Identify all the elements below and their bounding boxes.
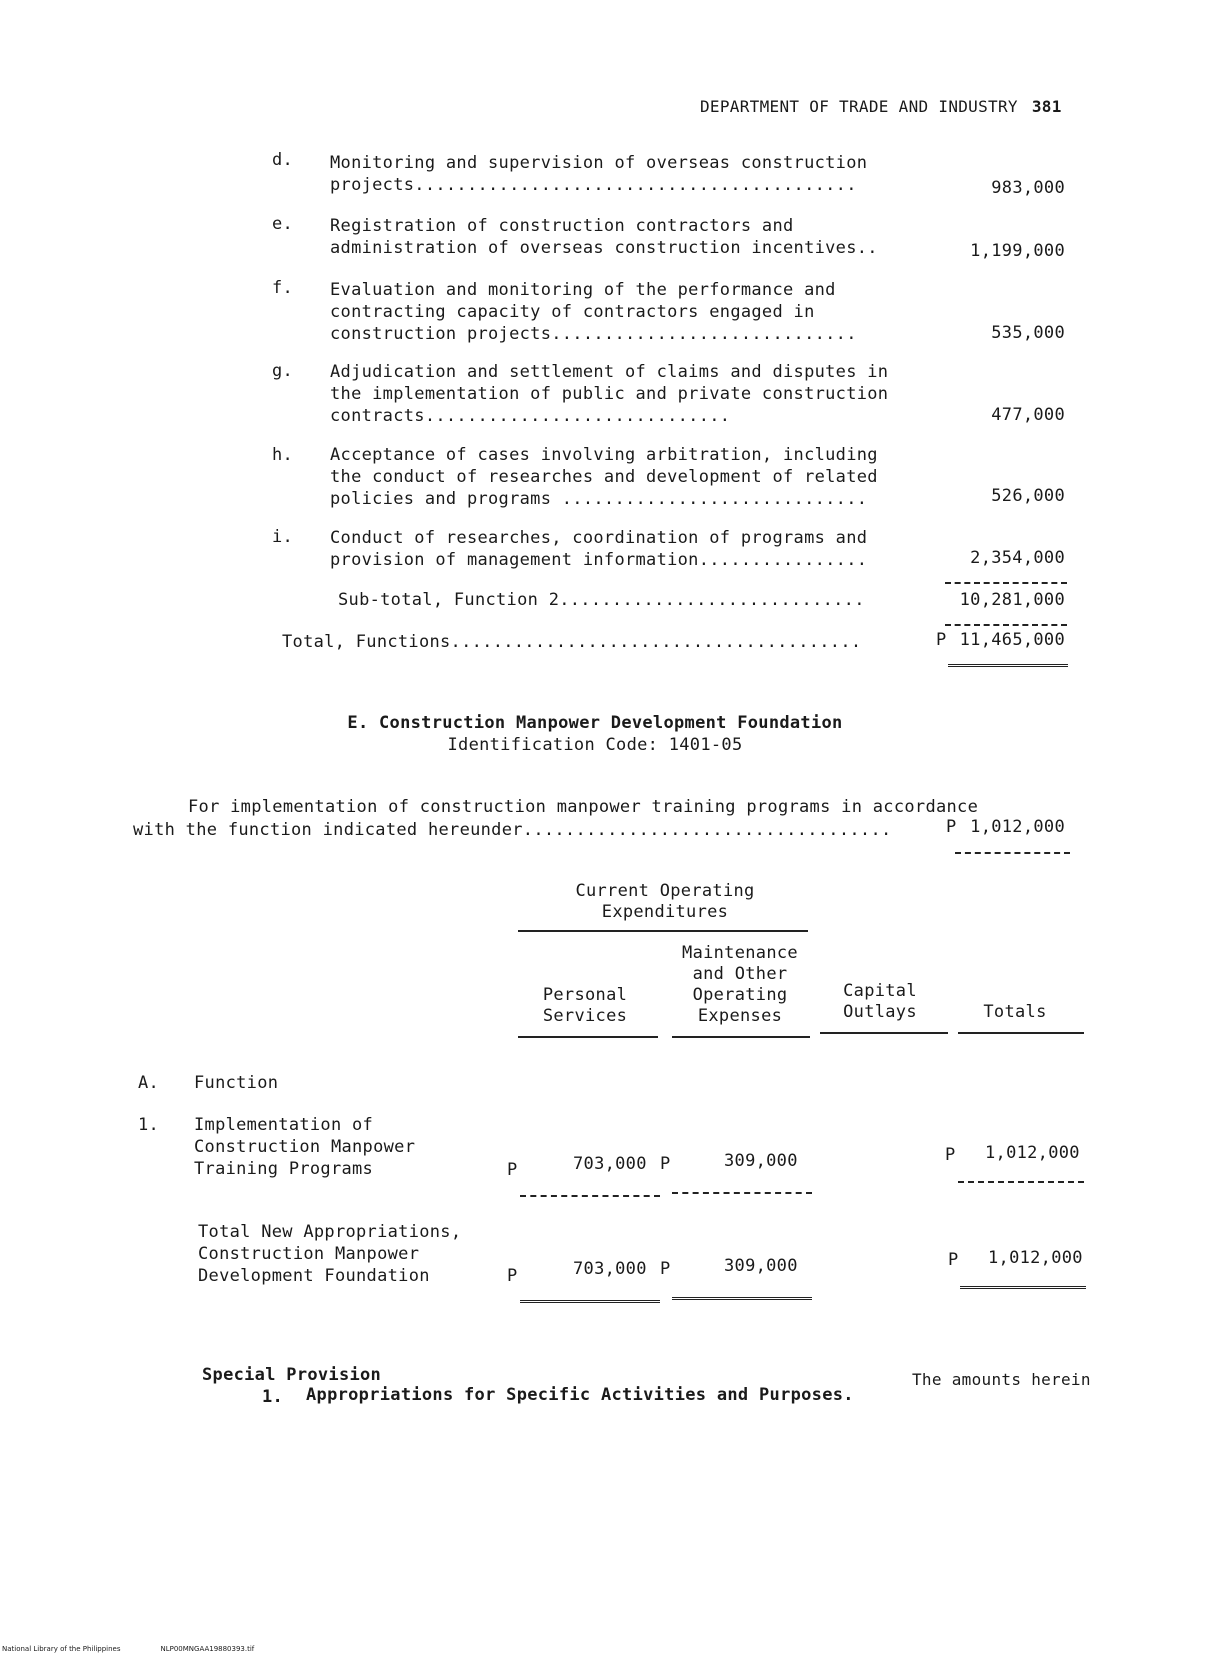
- subtotal-amount: 10,281,000: [959, 590, 1065, 610]
- item-letter: h.: [272, 445, 294, 465]
- double-rule: [948, 664, 1068, 667]
- column-header-mooe: [670, 943, 810, 1027]
- paragraph-amount: 1,012,000: [970, 817, 1065, 837]
- column-group-header-line: Current Operating: [575, 881, 755, 901]
- row-label-line: Construction Manpower: [194, 1137, 416, 1157]
- divider: [945, 582, 1067, 584]
- currency-symbol: P: [507, 1160, 518, 1180]
- item-text: Adjudication and settlement of claims and disputes in the implementation of public and private construction contracts.............................: [330, 362, 889, 426]
- section-letter: A.: [138, 1073, 160, 1093]
- row-label-line: Development Foundation: [198, 1266, 430, 1286]
- mooe-value: 309,000: [724, 1151, 798, 1171]
- personal-services-value: 703,000: [573, 1259, 647, 1279]
- item-text: Registration of construction contractors and administration of overseas construction incentives..: [330, 216, 878, 258]
- provision-number: 1.: [262, 1387, 284, 1407]
- total-functions-currency: P: [936, 630, 947, 650]
- total-value: 1,012,000: [988, 1248, 1083, 1268]
- divider: [945, 624, 1067, 626]
- currency-symbol: P: [660, 1154, 671, 1174]
- special-provision-heading: Special Provision: [202, 1365, 382, 1385]
- item-amount: 1,199,000: [970, 241, 1065, 261]
- divider: [520, 1195, 660, 1197]
- item-amount: 2,354,000: [970, 548, 1065, 568]
- column-header-capital-outlays: [820, 981, 940, 1023]
- header-title: DEPARTMENT OF TRADE AND INDUSTRY: [700, 97, 1018, 116]
- footer-file: NLP00MNGAA19880393.tif: [160, 1645, 255, 1653]
- column-header-line: Maintenance: [682, 943, 798, 963]
- item-text: Evaluation and monitoring of the performance and contracting capacity of contractors engaged in construction projects.............................: [330, 280, 857, 344]
- identification-code: Identification Code: 1401-05: [447, 735, 743, 755]
- column-header-line: Services: [542, 1006, 628, 1026]
- mooe-value: 309,000: [724, 1256, 798, 1276]
- item-amount: 983,000: [991, 178, 1065, 198]
- paragraph-line: with the function indicated hereunder...................................: [133, 820, 892, 840]
- double-rule: [960, 1286, 1086, 1289]
- header-rule: [820, 1032, 948, 1034]
- paragraph-line: For implementation of construction manpower training programs in accordance: [188, 797, 979, 817]
- column-header-totals: [955, 1002, 1075, 1023]
- section-title: E. Construction Manpower Development Foundation: [347, 713, 843, 733]
- item-letter: i.: [272, 527, 294, 547]
- currency-symbol: P: [660, 1259, 671, 1279]
- column-header-line: Personal: [542, 985, 628, 1005]
- item-letter: g.: [272, 361, 294, 381]
- column-header-line: Expenses: [697, 1006, 783, 1026]
- column-header-line: Totals: [983, 1002, 1047, 1022]
- item-amount: 535,000: [991, 323, 1065, 343]
- subtotal-label: Sub-total, Function 2.............................: [338, 590, 865, 610]
- currency-symbol: P: [507, 1266, 518, 1286]
- row-number: 1.: [138, 1115, 160, 1135]
- double-rule: [672, 1297, 812, 1300]
- header-rule: [518, 1036, 658, 1038]
- total-functions-label: Total, Functions.......................................: [282, 632, 862, 652]
- paragraph-currency: P: [946, 817, 957, 837]
- double-rule: [520, 1300, 660, 1303]
- item-text: Monitoring and supervision of overseas construction projects..........................................: [330, 153, 868, 195]
- item-letter: d.: [272, 150, 294, 170]
- running-header: [700, 97, 1062, 116]
- column-group-header-line: Expenditures: [601, 902, 729, 922]
- column-header-line: Operating: [692, 985, 788, 1005]
- row-label-line: Total New Appropriations,: [198, 1222, 462, 1242]
- provision-title: Appropriations for Specific Activities and Purposes.: [306, 1385, 854, 1405]
- column-header-line: Capital: [843, 981, 917, 1001]
- row-label-line: Implementation of: [194, 1115, 374, 1135]
- row-label-line: Construction Manpower: [198, 1244, 420, 1264]
- section-label: Function: [194, 1073, 279, 1093]
- total-functions-amount: 11,465,000: [959, 630, 1065, 650]
- currency-symbol: P: [945, 1145, 956, 1165]
- personal-services-value: 703,000: [573, 1154, 647, 1174]
- row-label-line: Training Programs: [194, 1159, 374, 1179]
- divider: [958, 1181, 1084, 1183]
- item-amount: 477,000: [991, 405, 1065, 425]
- column-header-personal-services: [520, 985, 650, 1027]
- item-letter: e.: [272, 214, 294, 234]
- column-header-line: and Other: [692, 964, 788, 984]
- footer-library: National Library of the Philippines: [2, 1645, 121, 1653]
- column-header-line: Outlays: [843, 1002, 917, 1022]
- provision-text: The amounts herein: [912, 1370, 1091, 1389]
- currency-symbol: P: [948, 1250, 959, 1270]
- column-group-header: [520, 881, 810, 923]
- item-amount: 526,000: [991, 486, 1065, 506]
- scan-footer: [2, 1645, 294, 1653]
- item-text: Acceptance of cases involving arbitration, including the conduct of researches and development of related policies and programs .............................: [330, 445, 878, 509]
- total-value: 1,012,000: [985, 1143, 1080, 1163]
- header-rule: [958, 1032, 1084, 1034]
- item-letter: f.: [272, 278, 294, 298]
- header-rule: [518, 930, 808, 932]
- page-number: 381: [1031, 97, 1062, 116]
- divider: [672, 1192, 812, 1194]
- item-text: Conduct of researches, coordination of programs and provision of management information................: [330, 528, 868, 570]
- divider: [955, 852, 1070, 854]
- header-rule: [672, 1036, 810, 1038]
